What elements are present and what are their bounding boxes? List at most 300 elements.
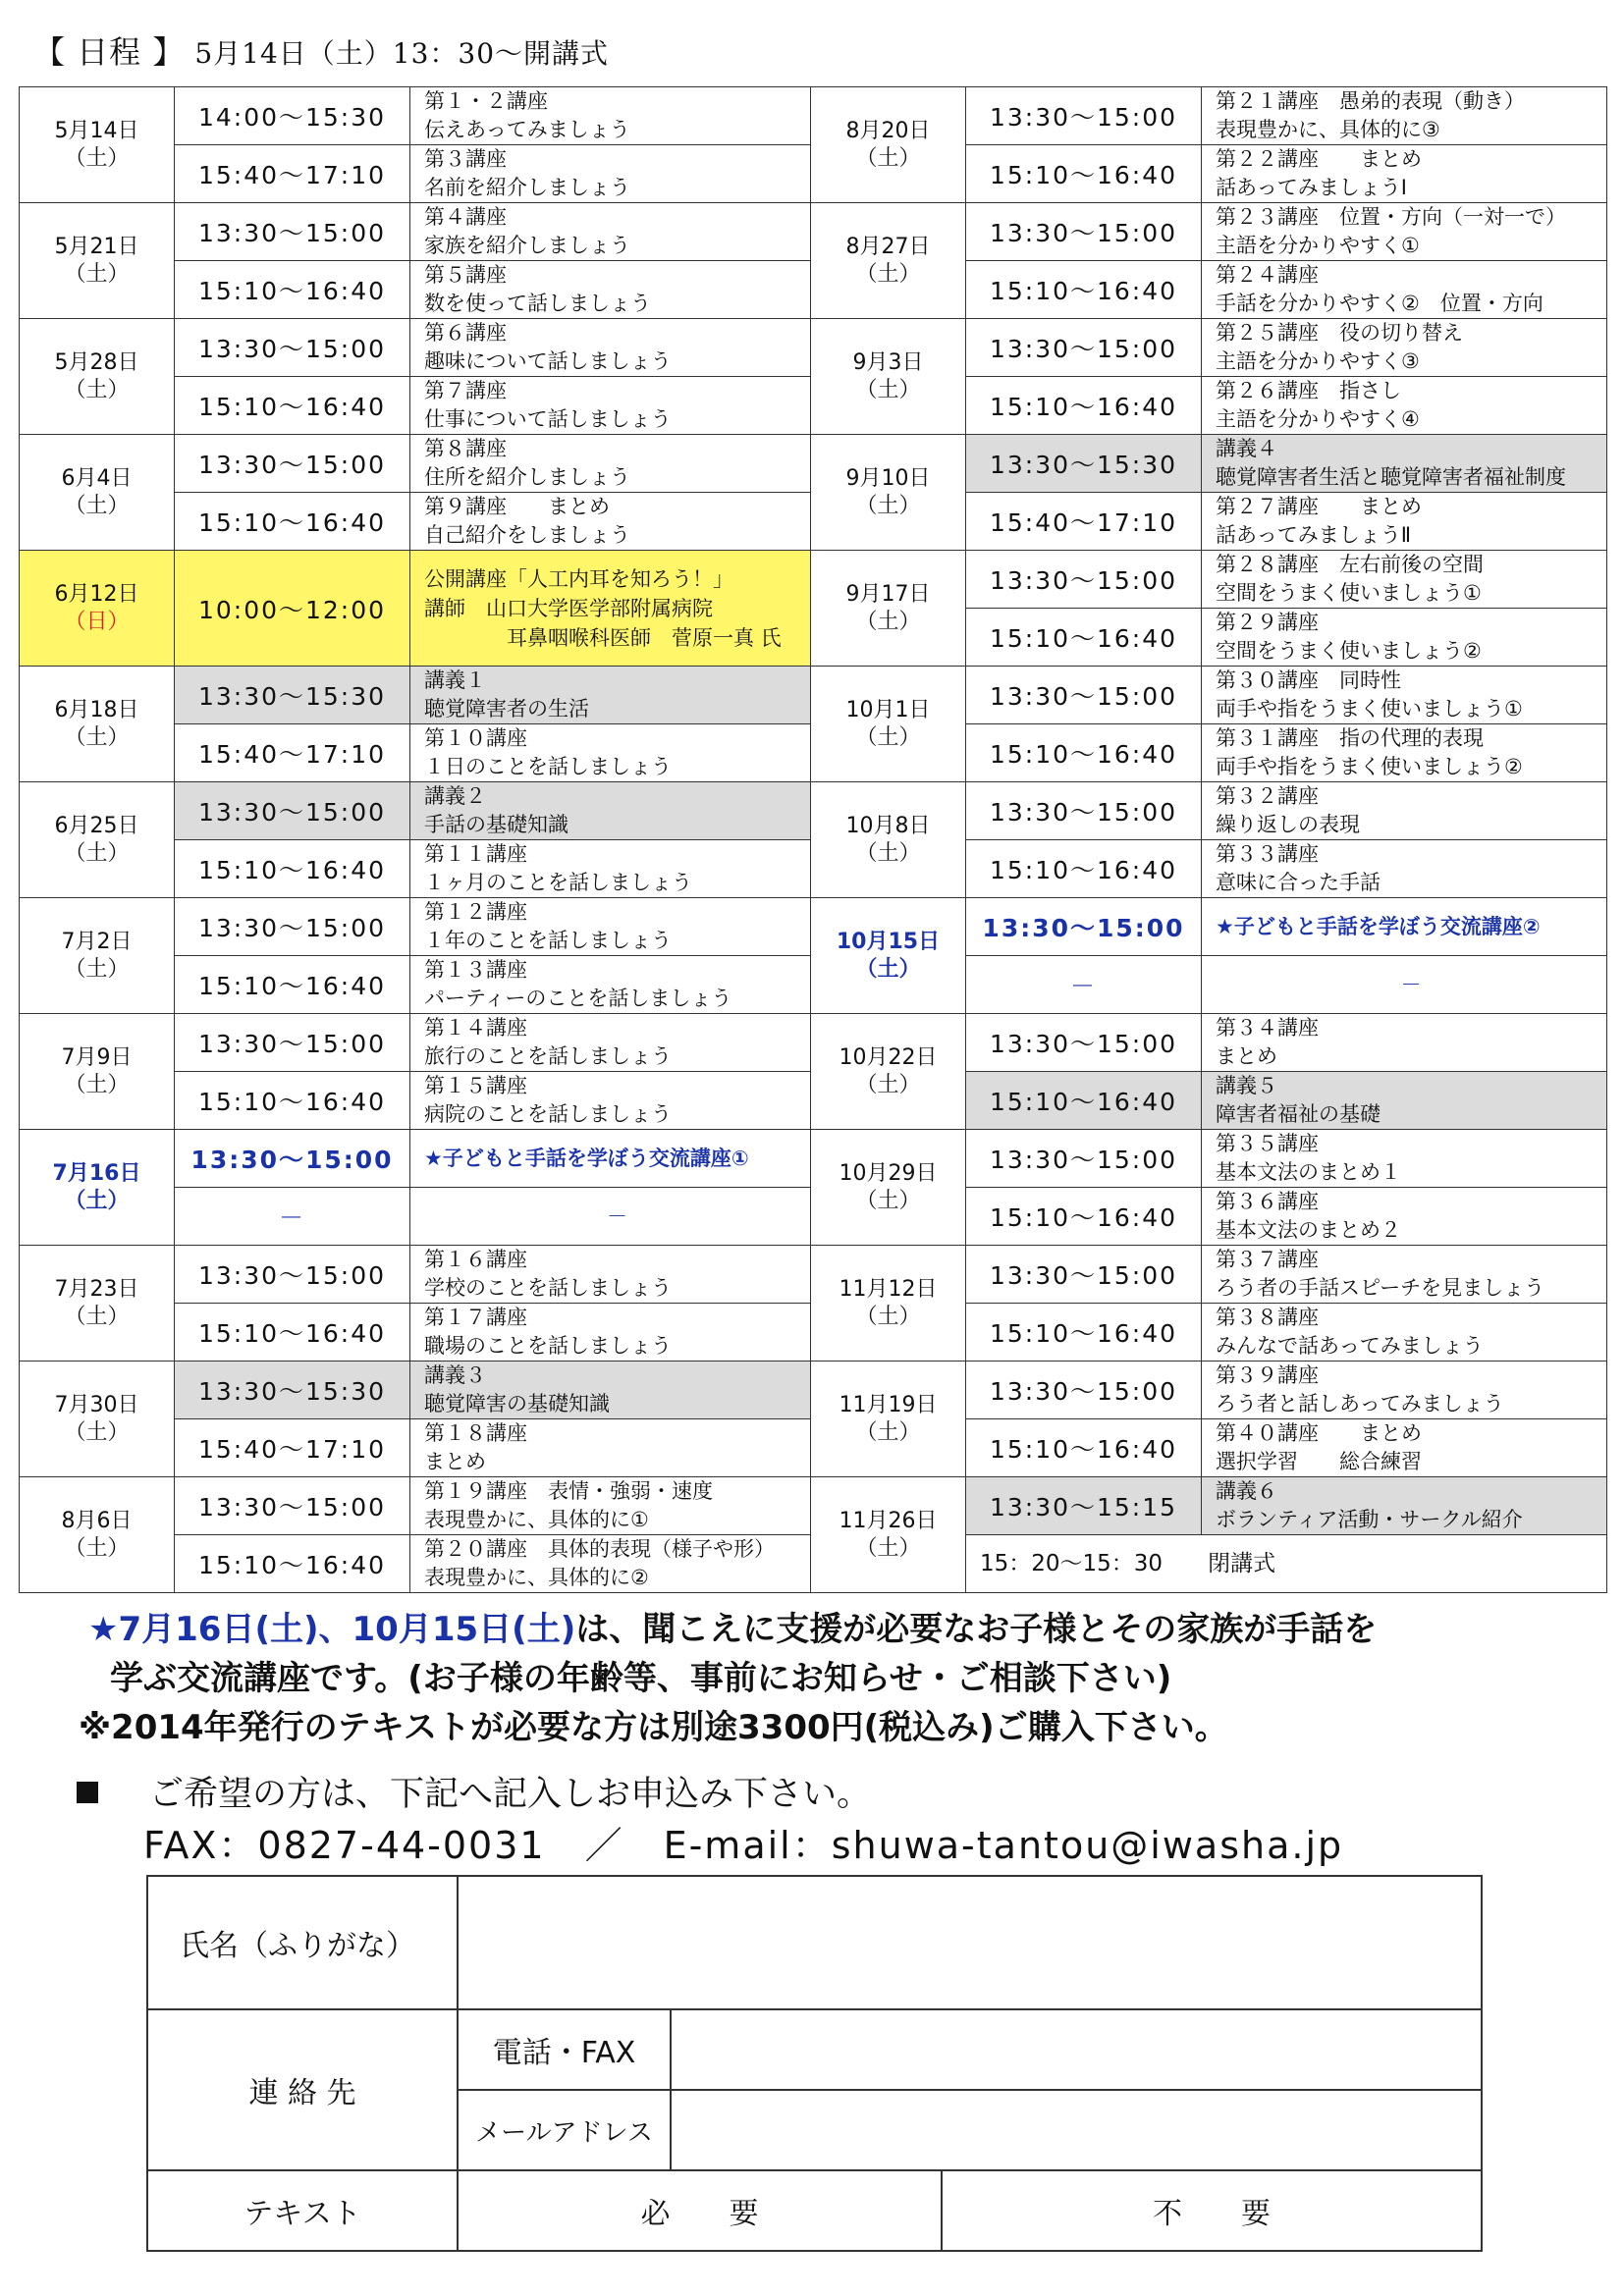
lesson-line: 第３４講座	[1216, 1016, 1319, 1040]
date: 10月1日	[845, 697, 931, 722]
weekday: （土）	[855, 1419, 921, 1445]
weekday: （土）	[64, 956, 130, 982]
note-dates: ★7月16日(土)、10月15日(土)	[88, 1610, 576, 1649]
lesson-cell	[410, 1535, 811, 1593]
date-cell	[20, 203, 175, 319]
time-cell: 15:10～16:40	[966, 1188, 1202, 1246]
apply-instruction: ご希望の方は、下記へ記入しお申込み下さい。	[149, 1775, 872, 1814]
time-cell: 13:30～15:15	[966, 1477, 1202, 1535]
lesson-line: 家族を紹介しましょう	[424, 234, 630, 257]
time-cell: 13:30～15:00	[175, 319, 410, 377]
weekday: （土）	[64, 1188, 130, 1213]
lesson-line: 第３講座	[424, 147, 507, 171]
lesson-cell	[1202, 1419, 1607, 1477]
lesson-line: 基本文法のまとめ２	[1216, 1218, 1401, 1242]
lesson-line: 第１９講座 表情・強弱・速度	[424, 1479, 713, 1503]
lesson-line: 第６講座	[424, 321, 507, 345]
square-bullet-icon	[77, 1782, 98, 1803]
lesson-line: 住所を紹介しましょう	[424, 465, 630, 489]
time-cell: 13:30～15:00	[175, 203, 410, 261]
lesson-line: 手話を分かりやすく② 位置・方向	[1216, 292, 1543, 315]
lesson-cell	[1202, 261, 1607, 319]
time-cell: 15:40～17:10	[175, 1419, 410, 1477]
time-cell: 13:30～15:30	[175, 1362, 410, 1419]
weekday: （土）	[64, 840, 130, 866]
date-cell	[20, 1362, 175, 1477]
apply-section	[77, 1769, 1343, 1871]
time-cell: －	[966, 956, 1202, 1014]
time-cell: 14:00～15:30	[175, 87, 410, 145]
date: 7月23日	[54, 1276, 139, 1302]
lesson-line: 第１５講座	[424, 1074, 527, 1097]
lesson-line: １年のことを話しましょう	[424, 929, 672, 952]
weekday: （土）	[64, 724, 130, 750]
lesson-line: 自己紹介をしましょう	[424, 523, 630, 547]
lesson-line: 話あってみましょうⅡ	[1216, 523, 1412, 547]
lesson-line: 表現豊かに、具体的に①	[424, 1508, 649, 1531]
date-cell	[811, 203, 966, 319]
weekday: （土）	[855, 377, 921, 402]
time-cell: 15:10～16:40	[175, 377, 410, 435]
lesson-cell	[410, 1130, 811, 1188]
lesson-cell	[410, 782, 811, 840]
lesson-line: 障害者福祉の基礎	[1216, 1102, 1380, 1126]
time-cell: 13:30～15:00	[175, 782, 410, 840]
lesson-line: 講義３	[424, 1363, 486, 1387]
date-cell	[811, 782, 966, 898]
schedule-row	[20, 319, 1607, 377]
lesson-line: 第２１講座 愚弟的表現（動き）	[1216, 89, 1525, 113]
time-cell: 15:10～16:40	[966, 145, 1202, 203]
date-cell	[20, 551, 175, 667]
lesson-line: 講義２	[424, 784, 486, 808]
date: 6月12日	[54, 581, 139, 607]
date: 6月25日	[54, 813, 139, 838]
time-cell: 15:10～16:40	[175, 1304, 410, 1362]
time-cell: 13:30～15:30	[966, 435, 1202, 493]
weekday: （土）	[855, 609, 921, 634]
lesson-cell	[410, 261, 811, 319]
schedule-row	[20, 551, 1607, 609]
lesson-line: ★子どもと手話を学ぼう交流講座②	[1216, 914, 1541, 938]
lesson-line: 学校のことを話しましょう	[424, 1276, 672, 1300]
lesson-line: 第１１講座	[424, 842, 527, 866]
date: 11月26日	[839, 1508, 938, 1533]
lesson-line: 第２７講座 まとめ	[1216, 495, 1422, 518]
date-cell	[20, 87, 175, 203]
email-input[interactable]	[671, 2090, 1482, 2170]
time-cell: 15:10～16:40	[966, 840, 1202, 898]
lesson-cell	[1202, 493, 1607, 551]
time-cell: 13:30～15:00	[966, 898, 1202, 956]
weekday: （土）	[855, 956, 921, 982]
lesson-cell	[1202, 1362, 1607, 1419]
lesson-line: ろう者と話しあってみましょう	[1216, 1392, 1504, 1415]
lesson-line: 講義４	[1216, 437, 1277, 460]
lesson-line: 話あってみましょうⅠ	[1216, 176, 1407, 199]
lesson-line: ろう者の手話スピーチを見ましょう	[1216, 1276, 1545, 1300]
lesson-cell	[1202, 377, 1607, 435]
note-line-1	[88, 1605, 1377, 1654]
time-cell: 13:30～15:00	[966, 1362, 1202, 1419]
date-cell	[20, 1130, 175, 1246]
date-cell	[20, 667, 175, 782]
lesson-line: 聴覚障害者生活と聴覚障害者福祉制度	[1216, 465, 1566, 489]
time-cell: 15:10～16:40	[966, 1419, 1202, 1477]
lesson-line: －	[607, 1203, 627, 1228]
time-cell: 13:30～15:00	[966, 551, 1202, 609]
lesson-line: 第２２講座 まとめ	[1216, 147, 1422, 171]
lesson-line: 職場のことを話しましょう	[424, 1334, 672, 1358]
lesson-cell	[410, 667, 811, 724]
heading-opening: 5月14日（土）13：30～開講式	[194, 37, 610, 70]
date-cell	[811, 1477, 966, 1593]
lesson-cell	[410, 1014, 811, 1072]
time-cell: 13:30～15:00	[966, 782, 1202, 840]
lesson-line: 第２８講座 左右前後の空間	[1216, 553, 1484, 576]
time-cell: 15:40～17:10	[175, 724, 410, 782]
time-cell: 15:10～16:40	[175, 261, 410, 319]
date-cell	[811, 87, 966, 203]
lesson-line: 第１６講座	[424, 1248, 527, 1271]
date-cell	[811, 1246, 966, 1362]
lesson-cell	[1202, 1246, 1607, 1304]
time-cell: 13:30～15:00	[966, 319, 1202, 377]
lesson-line: 第１２講座	[424, 900, 527, 924]
lesson-line: 第１３講座	[424, 958, 527, 982]
lesson-cell	[410, 1362, 811, 1419]
time-cell: 13:30～15:00	[175, 1014, 410, 1072]
lesson-line: 第３１講座 指の代理的表現	[1216, 726, 1484, 750]
lesson-cell	[410, 956, 811, 1014]
lesson-cell	[1202, 782, 1607, 840]
email-label: メールアドレス	[458, 2090, 671, 2170]
contact-info: FAX：0827-44-0031 ／ E-mail：shuwa-tantou@iwasha.jp	[143, 1824, 1344, 1867]
lesson-line: 第２３講座 位置・方向（一対一で）	[1216, 205, 1566, 229]
lesson-cell	[410, 493, 811, 551]
notes	[79, 1605, 1378, 1752]
lesson-line: ボランティア活動・サークル紹介	[1216, 1508, 1523, 1531]
heading-label: 【 日程 】	[33, 33, 186, 71]
lesson-line: １ヶ月のことを話しましょう	[424, 871, 692, 894]
time-cell: 15:10～16:40	[966, 261, 1202, 319]
lesson-cell	[410, 724, 811, 782]
lesson-line: 第２６講座 指さし	[1216, 379, 1401, 402]
time-cell: 13:30～15:00	[966, 1246, 1202, 1304]
lesson-cell	[1202, 1188, 1607, 1246]
lesson-cell	[1202, 1072, 1607, 1130]
schedule-row	[20, 203, 1607, 261]
text-label: テキスト	[147, 2170, 458, 2251]
time-cell: 13:30～15:00	[175, 898, 410, 956]
lesson-cell	[410, 1072, 811, 1130]
lesson-cell	[1202, 1130, 1607, 1188]
lesson-line: 第２０講座 具体的表現（様子や形）	[424, 1537, 775, 1561]
phone-input[interactable]	[671, 2009, 1482, 2090]
lesson-line: 第３６講座	[1216, 1190, 1319, 1213]
date-cell	[20, 1246, 175, 1362]
date-cell	[20, 1014, 175, 1130]
application-form	[146, 1875, 1483, 2252]
lesson-cell	[1202, 667, 1607, 724]
lesson-line: 旅行のことを話しましょう	[424, 1044, 672, 1068]
date: 8月27日	[845, 234, 931, 259]
weekday: （土）	[64, 1072, 130, 1097]
lesson-line: 聴覚障害者の生活	[424, 697, 589, 721]
date-cell	[20, 1477, 175, 1593]
schedule-row	[20, 782, 1607, 840]
text-noneed-option[interactable]: 不 要	[942, 2170, 1482, 2251]
weekday: （土）	[64, 493, 130, 518]
time-cell: 15:10～16:40	[966, 377, 1202, 435]
lesson-cell	[1202, 956, 1607, 1014]
lesson-line: パーティーのことを話しましょう	[424, 987, 732, 1010]
date: 7月16日	[52, 1160, 141, 1186]
lesson-cell	[1202, 319, 1607, 377]
note-line-3: ※2014年発行のテキストが必要な方は別途3300円(税込み)ご購入下さい。	[79, 1708, 1228, 1747]
weekday: （土）	[64, 1304, 130, 1329]
lesson-line: 意味に合った手話	[1216, 871, 1380, 894]
date: 6月4日	[61, 465, 133, 491]
lesson-line: 病院のことを話しましょう	[424, 1102, 672, 1126]
lesson-cell	[1202, 203, 1607, 261]
lesson-cell	[1202, 145, 1607, 203]
date: 11月19日	[839, 1392, 938, 1417]
lesson-line: 講師 山口大学医学部附属病院	[424, 596, 713, 620]
lesson-cell	[410, 1304, 811, 1362]
phone-label: 電話・FAX	[458, 2009, 671, 2090]
schedule-table	[19, 86, 1607, 1593]
lesson-line: 主語を分かりやすく③	[1216, 349, 1420, 373]
weekday: （土）	[64, 261, 130, 287]
time-cell: 13:30～15:00	[966, 1014, 1202, 1072]
time-cell: 15:40～17:10	[966, 493, 1202, 551]
date: 8月6日	[61, 1508, 133, 1533]
lesson-cell	[1202, 551, 1607, 609]
date: 5月21日	[54, 234, 139, 259]
lesson-line: 第３８講座	[1216, 1306, 1319, 1329]
time-cell: 13:30～15:00	[175, 1477, 410, 1535]
schedule-row	[20, 1477, 1607, 1535]
lesson-cell	[1202, 1304, 1607, 1362]
lesson-line: 第１７講座	[424, 1306, 527, 1329]
lesson-line: 選択学習 総合練習	[1216, 1450, 1422, 1473]
date-cell	[20, 782, 175, 898]
date: 9月17日	[845, 581, 931, 607]
lesson-line: 主語を分かりやすく④	[1216, 407, 1420, 431]
lesson-line: ★子どもと手話を学ぼう交流講座①	[424, 1146, 749, 1170]
weekday: （土）	[855, 493, 921, 518]
name-input[interactable]	[458, 1876, 1482, 2009]
time-cell: －	[175, 1188, 410, 1246]
weekday: （土）	[855, 840, 921, 866]
note-text-1: は、聞こえに支援が必要なお子様とその家族が手話を	[575, 1610, 1378, 1649]
lesson-line: 耳鼻咽喉科医師 菅原一真 氏	[424, 625, 782, 650]
weekday: （土）	[64, 377, 130, 402]
date: 6月18日	[54, 697, 139, 722]
name-label: 氏名（ふりがな）	[147, 1876, 458, 2009]
lesson-line: 第３０講座 同時性	[1216, 668, 1401, 692]
lesson-line: 第２４講座	[1216, 263, 1319, 287]
lesson-line: 第３２講座	[1216, 784, 1319, 808]
lesson-line: 第３７講座	[1216, 1248, 1319, 1271]
time-cell: 15:40～17:10	[175, 145, 410, 203]
date: 9月3日	[852, 349, 924, 375]
lesson-line: 公開講座「人工内耳を知ろう！」	[424, 566, 733, 591]
lesson-line: 第１０講座	[424, 726, 527, 750]
lesson-line: 第４講座	[424, 205, 507, 229]
lesson-line: １日のことを話しましょう	[424, 755, 672, 778]
lesson-cell	[410, 319, 811, 377]
date: 5月14日	[54, 118, 139, 143]
time-cell: 15:10～16:40	[175, 493, 410, 551]
lesson-cell	[410, 203, 811, 261]
lesson-line: 両手や指をうまく使いましょう①	[1216, 697, 1523, 721]
weekday: （土）	[855, 1188, 921, 1213]
lesson-cell	[1202, 609, 1607, 667]
date: 10月22日	[839, 1044, 938, 1070]
schedule-row	[20, 1246, 1607, 1304]
date: 10月29日	[839, 1160, 938, 1186]
time-cell: 13:30～15:00	[175, 435, 410, 493]
lesson-line: 第５講座	[424, 263, 507, 287]
lesson-cell	[1202, 1014, 1607, 1072]
time-cell: 13:30～15:00	[966, 1130, 1202, 1188]
weekday: （土）	[855, 1535, 921, 1561]
date: 10月15日	[836, 929, 941, 954]
contact-label: 連 絡 先	[147, 2009, 458, 2170]
date: 8月20日	[845, 118, 931, 143]
date-cell	[20, 435, 175, 551]
lesson-line: 空間をうまく使いましょう②	[1216, 639, 1482, 663]
schedule-row	[20, 667, 1607, 724]
lesson-line: 伝えあってみましょう	[424, 118, 630, 141]
lesson-line: 趣味について話しましょう	[424, 349, 672, 373]
date-cell	[811, 1014, 966, 1130]
lesson-line: みんなで話あってみましょう	[1216, 1334, 1484, 1358]
time-cell: 13:30～15:30	[175, 667, 410, 724]
lesson-cell	[410, 1246, 811, 1304]
schedule-row	[20, 435, 1607, 493]
lesson-line: 講義５	[1216, 1074, 1277, 1097]
time-cell: 15:10～16:40	[966, 1304, 1202, 1362]
date: 10月8日	[845, 813, 931, 838]
lesson-cell	[1202, 724, 1607, 782]
lesson-line: 名前を紹介しましょう	[424, 176, 630, 199]
lesson-line: 第１８講座	[424, 1421, 527, 1445]
lesson-cell	[1202, 840, 1607, 898]
lesson-cell	[410, 551, 811, 667]
time-cell: 15:10～16:40	[175, 1535, 410, 1593]
lesson-line: 基本文法のまとめ１	[1216, 1160, 1401, 1184]
lesson-line: 両手や指をうまく使いましょう②	[1216, 755, 1523, 778]
date-cell	[811, 1362, 966, 1477]
date: 5月28日	[54, 349, 139, 375]
time-cell: 10:00～12:00	[175, 551, 410, 667]
lesson-line: 第３９講座	[1216, 1363, 1319, 1387]
weekday: （土）	[855, 261, 921, 287]
lesson-line: 表現豊かに、具体的に②	[424, 1566, 649, 1589]
lesson-cell	[410, 145, 811, 203]
time-cell: 15:10～16:40	[966, 1072, 1202, 1130]
time-cell: 15:10～16:40	[966, 609, 1202, 667]
schedule-row	[20, 898, 1607, 956]
lesson-line: 講義６	[1216, 1479, 1277, 1503]
lesson-cell	[1202, 87, 1607, 145]
lesson-line: 第３３講座	[1216, 842, 1319, 866]
date: 9月10日	[845, 465, 931, 491]
lesson-line: 講義１	[424, 668, 486, 692]
lesson-cell	[1202, 898, 1607, 956]
schedule-row	[20, 1014, 1607, 1072]
lesson-line: 第７講座	[424, 379, 507, 402]
date-cell	[811, 1130, 966, 1246]
text-need-option[interactable]: 必 要	[458, 2170, 942, 2251]
lesson-cell	[410, 840, 811, 898]
lesson-line: 空間をうまく使いましょう①	[1216, 581, 1482, 605]
lesson-line: 第２９講座	[1216, 611, 1319, 634]
date-cell	[811, 667, 966, 782]
date-cell	[811, 319, 966, 435]
lesson-line: －	[1400, 972, 1422, 996]
time-cell: 13:30～15:00	[966, 203, 1202, 261]
schedule-heading	[33, 27, 609, 73]
time-cell: 15:10～16:40	[175, 1072, 410, 1130]
weekday: （土）	[64, 1535, 130, 1561]
date-cell	[811, 435, 966, 551]
weekday: （日）	[64, 609, 130, 634]
note-line-2: 学ぶ交流講座です。(お子様の年齢等、事前にお知らせ・ご相談下さい)	[110, 1659, 1172, 1698]
schedule-row	[20, 1130, 1607, 1188]
date: 7月2日	[61, 929, 133, 954]
lesson-cell	[410, 87, 811, 145]
time-cell: 13:30～15:00	[966, 667, 1202, 724]
weekday: （土）	[64, 1419, 130, 1445]
lesson-line: 手話の基礎知識	[424, 813, 568, 836]
date-cell	[811, 898, 966, 1014]
lesson-line: 第２５講座 役の切り替え	[1216, 321, 1463, 345]
lesson-cell	[410, 1477, 811, 1535]
lesson-line: 仕事について話しましょう	[424, 407, 672, 431]
closing-ceremony: 15：20～15：30 閉講式	[966, 1535, 1607, 1593]
lesson-line: 第８講座	[424, 437, 507, 460]
weekday: （土）	[855, 724, 921, 750]
lesson-cell	[1202, 1477, 1607, 1535]
time-cell: 15:10～16:40	[175, 956, 410, 1014]
lesson-cell	[410, 377, 811, 435]
lesson-cell	[1202, 435, 1607, 493]
lesson-line: まとめ	[1216, 1044, 1277, 1068]
date: 11月12日	[839, 1276, 938, 1302]
lesson-cell	[410, 898, 811, 956]
weekday: （土）	[855, 1304, 921, 1329]
lesson-line: 第１４講座	[424, 1016, 527, 1040]
time-cell: 13:30～15:00	[175, 1130, 410, 1188]
date-cell	[811, 551, 966, 667]
time-cell: 15:10～16:40	[175, 840, 410, 898]
lesson-line: 数を使って話しましょう	[424, 292, 651, 315]
lesson-line: 聴覚障害の基礎知識	[424, 1392, 610, 1415]
lesson-line: 第９講座 まとめ	[424, 495, 610, 518]
weekday: （土）	[855, 1072, 921, 1097]
lesson-line: まとめ	[424, 1450, 486, 1473]
lesson-line: 第１・２講座	[424, 89, 548, 113]
lesson-line: 表現豊かに、具体的に③	[1216, 118, 1440, 141]
lesson-cell	[410, 435, 811, 493]
schedule-row	[20, 1362, 1607, 1419]
lesson-line: 第３５講座	[1216, 1132, 1319, 1155]
date-cell	[20, 898, 175, 1014]
